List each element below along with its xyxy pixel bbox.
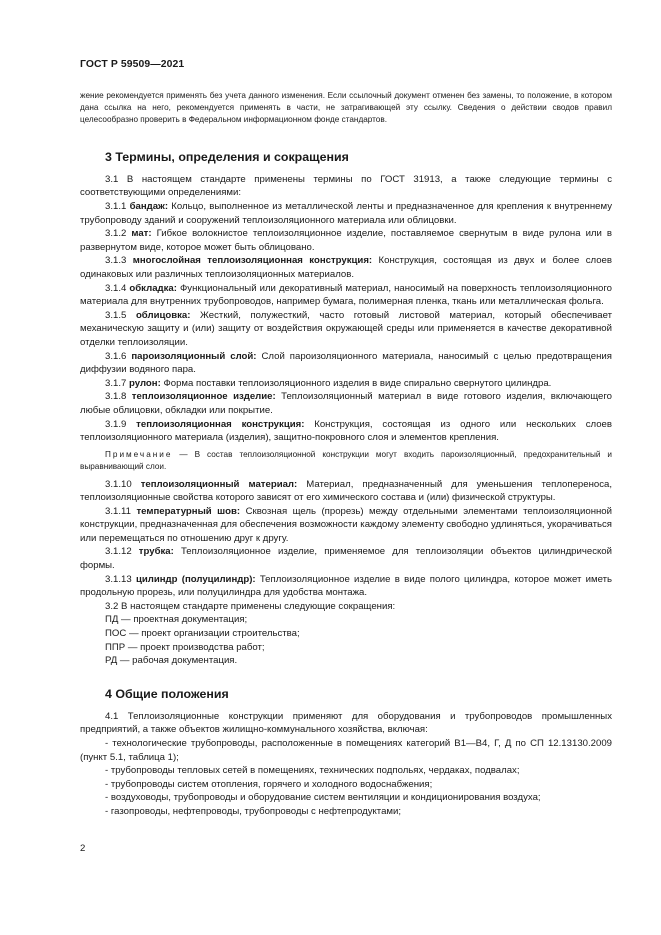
note bbox=[80, 449, 612, 474]
term-name: обкладка: bbox=[129, 282, 177, 294]
term-definition: Жесткий, полужесткий, часто готовый листовой материал, который обеспечивает механическую защиту и (или) защиту от воздействия окружающей среды или применяется в качестве декоративной отделки теплоизоляции. bbox=[80, 309, 612, 348]
term-3-1-6 bbox=[80, 350, 612, 377]
term-name: теплоизоляционный материал: bbox=[140, 478, 298, 490]
term-number: 3.1.11 bbox=[105, 505, 137, 517]
term-definition: Конструкция, состоящая из одного или нескольких слоев теплоизоляционного материала (изделия), защитно-покровного слоя и элементов крепления. bbox=[80, 418, 612, 444]
term-definition: Теплоизоляционный материал в виде готового изделия, включающего любые облицовки, обкладки или покрытие. bbox=[80, 391, 612, 416]
term-name: облицовка: bbox=[135, 309, 191, 321]
term-number: 3.1.2 bbox=[105, 228, 132, 240]
section-3-title: 3 Термины, определения и сокращения bbox=[105, 149, 349, 164]
list-item: - технологические трубопроводы, расположенные в помещениях категорий В1—В4, Г, Д по СП 12.13130.2009 (пункт 5.1, таблица 1); bbox=[80, 738, 612, 763]
list-item: - трубопроводы систем отопления, горячего и холодного водоснабжения; bbox=[105, 778, 433, 790]
term-3-1-2 bbox=[80, 227, 612, 254]
term-definition: Кольцо, выполненное из металлической ленты и предназначенное для крепления к внутреннему трубопроводу зданий и сооружений теплоизоляционного материала или облицовки. bbox=[80, 201, 612, 226]
note-text: — В состав теплоизоляционной конструкции могут входить пароизоляционный, предохранительный и выравнивающий слои. bbox=[80, 449, 612, 472]
abbreviation-item: РД — рабочая документация. bbox=[105, 655, 238, 667]
term-name: бандаж: bbox=[129, 201, 169, 212]
term-3-1-10 bbox=[80, 478, 612, 505]
abbreviation-item: ПД — проектная документация; bbox=[105, 614, 248, 626]
term-name: трубка: bbox=[138, 546, 174, 558]
list-item: - газопроводы, нефтепроводы, трубопроводы с нефтепродуктами; bbox=[105, 805, 402, 817]
term-number: 3.1.8 bbox=[105, 391, 132, 403]
term-3-1-8 bbox=[80, 390, 612, 417]
term-number: 3.1.4 bbox=[105, 282, 130, 294]
term-definition: Гибкое волокнистое теплоизоляционное изделие, поставляемое свернутым в виде рулона или в развернутом виде, которое может быть облицовано. bbox=[80, 228, 612, 253]
term-definition: Слой пароизоляционного материала, наносимый с целью предотвращения диффузии водяного пара. bbox=[80, 350, 612, 376]
term-definition: Конструкция, состоящая из двух и более слоев одинаковых или различных теплоизоляционных материалов. bbox=[80, 255, 612, 280]
term-definition: Теплоизоляционное изделие в виде полого цилиндра, которое может иметь продольную прорезь, или полуцилиндра для удобства монтажа. bbox=[80, 573, 612, 599]
term-number: 3.1.7 bbox=[105, 377, 130, 389]
term-3-1-11 bbox=[80, 505, 612, 546]
term-definition: Форма поставки теплоизоляционного изделия в виде спирально свернутого цилиндра. bbox=[160, 377, 552, 389]
paragraph-3-1: 3.1 В настоящем стандарте применены термины по ГОСТ 31913, а также следующие термины с соответствующими определениями: bbox=[80, 173, 612, 199]
term-3-1-9 bbox=[80, 418, 612, 445]
term-number: 3.1.5 bbox=[105, 309, 136, 321]
term-definition: Функциональный или декоративный материал, наносимый на поверхность теплоизоляционного материала для внутренних трубопроводов, например бумага, полимерная пленка, ткань или металлическая фольга. bbox=[80, 282, 612, 308]
note-label: Примечание bbox=[105, 449, 173, 459]
term-3-1-4 bbox=[80, 282, 612, 309]
term-3-1-3 bbox=[80, 254, 612, 281]
section-4-title: 4 Общие положения bbox=[105, 686, 229, 701]
term-name: рулон: bbox=[129, 377, 161, 389]
term-number: 3.1.12 bbox=[105, 546, 139, 558]
list-item: - воздуховоды, трубопроводы и оборудование систем вентиляции и кондиционирования воздуха; bbox=[105, 792, 541, 804]
term-name: теплоизоляционная конструкция: bbox=[136, 418, 305, 430]
term-name: мат: bbox=[131, 228, 152, 240]
paragraph-3-2: 3.2 В настоящем стандарте применены следующие сокращения: bbox=[105, 600, 396, 612]
term-definition: Теплоизоляционное изделие, применяемое для теплоизоляции объектов цилиндрической формы. bbox=[80, 546, 612, 572]
term-name: цилиндр (полуцилиндр): bbox=[135, 573, 256, 585]
term-number: 3.1.10 bbox=[105, 478, 141, 490]
term-3-1-5 bbox=[80, 309, 612, 350]
term-name: температурный шов: bbox=[136, 505, 241, 517]
page-number: 2 bbox=[80, 843, 86, 854]
term-number: 3.1.1 bbox=[105, 201, 130, 212]
term-definition: Сквозная щель (прорезь) между отдельными элементами теплоизоляционной конструкции, предназначенная для обеспечения возможности каждому элементу свободно удлиняться, укорачиваться или перемещаться по отношению друг к другу. bbox=[80, 505, 613, 544]
term-definition: Материал, предназначенный для уменьшения теплопереноса, теплоизоляционные свойства которого зависят от его химического состава и (или) физической структуры. bbox=[80, 478, 613, 504]
term-number: 3.1.3 bbox=[105, 255, 133, 267]
term-name: пароизоляционный слой: bbox=[131, 350, 257, 362]
term-number: 3.1.6 bbox=[105, 350, 132, 362]
term-name: многослойная теплоизоляционная конструкция: bbox=[132, 255, 373, 267]
term-3-1-1 bbox=[80, 200, 612, 227]
intro-paragraph: жение рекомендуется применять без учета данного изменения. Если ссылочный документ отменен без замены, то положение, в котором дана ссылка на него, рекомендуется применять в части, не затрагивающей эту ссылку. Сведения о действии сводов правил целесообразно проверить в Федеральном информационном фонде стандартов. bbox=[80, 90, 612, 125]
document-page bbox=[80, 58, 612, 819]
term-number: 3.1.13 bbox=[105, 573, 136, 585]
term-3-1-13 bbox=[80, 573, 612, 600]
document-code: ГОСТ Р 59509—2021 bbox=[80, 59, 185, 70]
term-number: 3.1.9 bbox=[105, 418, 137, 430]
term-3-1-12 bbox=[80, 545, 612, 572]
term-name: теплоизоляционное изделие: bbox=[131, 391, 276, 403]
abbreviation-item: ППР — проект производства работ; bbox=[105, 641, 265, 653]
paragraph-4-1: 4.1 Теплоизоляционные конструкции применяют для оборудования и трубопроводов промышленных предприятий, а также объектов жилищно-коммунального хозяйства, включая: bbox=[80, 710, 612, 736]
abbreviation-item: ПОС — проект организации строительства; bbox=[105, 628, 300, 640]
term-3-1-7 bbox=[80, 377, 612, 391]
list-item: - трубопроводы тепловых сетей в помещениях, технических подпольях, чердаках, подвалах; bbox=[105, 765, 520, 777]
